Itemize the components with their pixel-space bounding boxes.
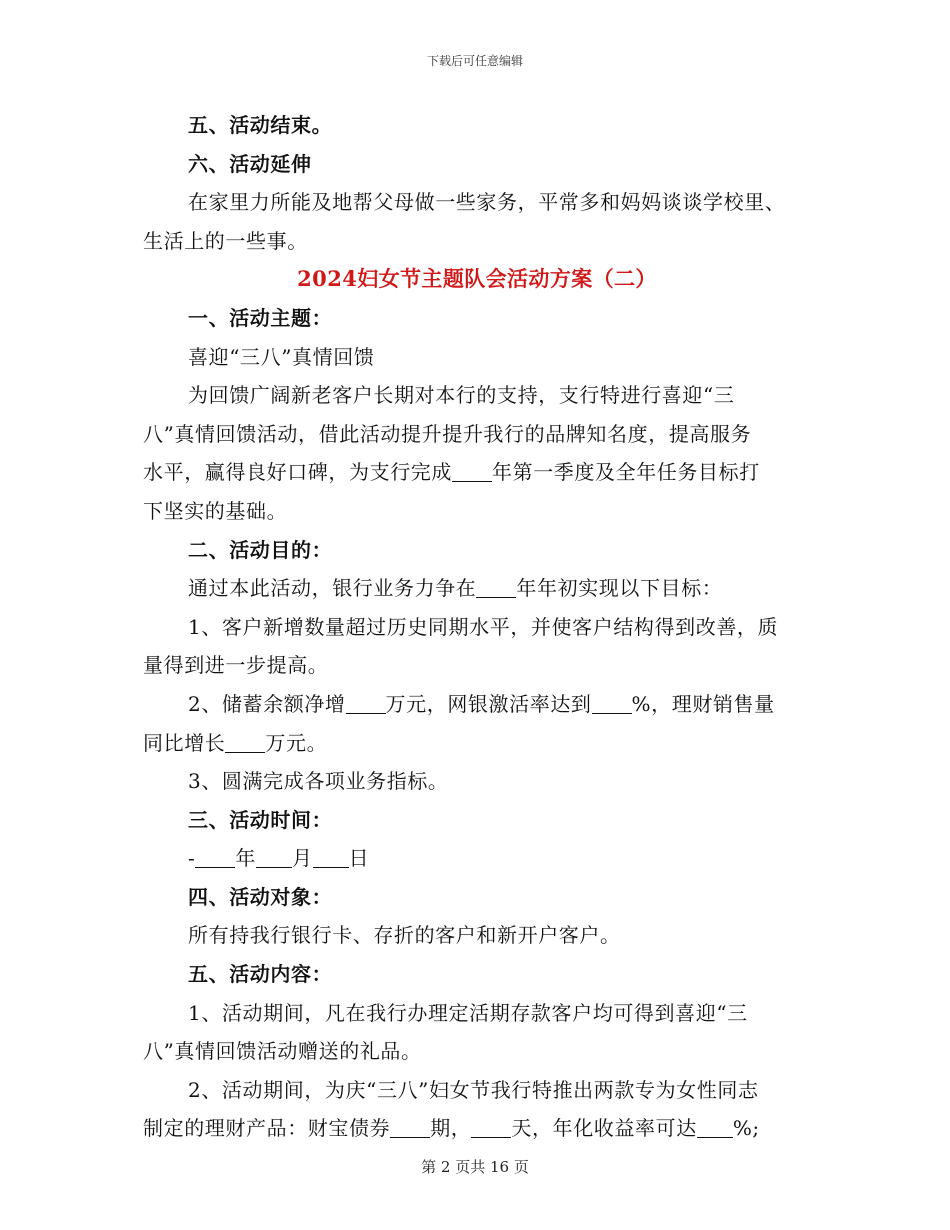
fill-blank xyxy=(452,461,492,482)
paragraph-line: 生活上的一些事。 xyxy=(143,228,308,253)
fill-blank xyxy=(346,693,386,714)
fill-blank xyxy=(471,1117,511,1138)
text-run: 制定的理财产品：财宝债券 xyxy=(143,1116,391,1141)
text-run: %; xyxy=(732,1116,760,1141)
section-heading: 五、活动结束。 xyxy=(188,113,333,137)
section-heading: 六、活动延伸 xyxy=(188,151,312,176)
text-run: 年年初实现以下目标： xyxy=(516,576,723,601)
text-run: 水平，赢得良好口碑，为支行完成 xyxy=(143,460,452,485)
paragraph-line xyxy=(143,569,811,608)
paragraph-line: 1、客户新增数量超过历史同期水平，并使客户结构得到改善，质 xyxy=(188,614,779,639)
paragraph-line xyxy=(143,453,811,492)
page-footer: 第 2 页共 16 页 xyxy=(421,1158,529,1176)
section-heading: 二、活动目的： xyxy=(188,537,333,562)
paragraph-line: 八”真情回馈活动赠送的礼品。 xyxy=(143,1039,422,1064)
text-run: 年第一季度及全年任务目标打 xyxy=(492,460,760,485)
text-run: 年 xyxy=(235,846,256,871)
text-run: 万元。 xyxy=(265,730,328,755)
text-run: 天，年化收益率可达 xyxy=(511,1116,697,1141)
text-run: - xyxy=(188,846,196,871)
paragraph-line: 为回馈广阔新老客户长期对本行的支持，支行特进行喜迎“三 xyxy=(188,383,735,408)
text-run: %，理财销售量 xyxy=(631,691,775,716)
paragraph-line: 1、活动期间，凡在我行办理定活期存款客户均可得到喜迎“三 xyxy=(188,1000,748,1025)
paragraph-line: 八”真情回馈活动，借此活动提升提升我行的品牌知名度，提高服务 xyxy=(143,421,752,446)
fill-blank xyxy=(592,693,632,714)
text-run: 日 xyxy=(348,846,370,871)
text-run: 万元，网银激活率达到 xyxy=(385,691,592,716)
paragraph-line xyxy=(143,724,811,763)
paragraph-line: 下坚实的基础。 xyxy=(143,498,288,523)
fill-blank xyxy=(390,1117,430,1138)
section-heading: 四、活动对象： xyxy=(188,884,333,909)
text-run: 同比增长 xyxy=(143,730,226,755)
paragraph-line: 量得到进一步提高。 xyxy=(143,653,329,678)
page-header: 下载后可任意编辑 xyxy=(426,54,523,68)
paragraph-line: 2、活动期间，为庆“三八”妇女节我行特推出两款专为女性同志 xyxy=(188,1077,759,1102)
paragraph-line xyxy=(143,839,811,878)
text-run: 通过本此活动，银行业务力争在 xyxy=(188,576,477,601)
fill-blank xyxy=(195,847,235,868)
text-run: 月 xyxy=(291,846,313,871)
fill-blank xyxy=(476,577,516,598)
fill-blank xyxy=(697,1117,733,1138)
paragraph-line: 喜迎“三八”真情回馈 xyxy=(188,344,375,369)
document-title: 2024妇女节主题队会活动方案（二） xyxy=(297,266,657,292)
fill-blank xyxy=(256,847,292,868)
document-body xyxy=(143,106,811,1148)
fill-blank xyxy=(225,732,265,753)
paragraph-line: 在家里力所能及地帮父母做一些家务，平常多和妈妈谈谈学校里、 xyxy=(188,190,786,215)
paragraph-line: 3、圆满完成各项业务指标。 xyxy=(188,769,449,794)
fill-blank xyxy=(313,847,349,868)
paragraph-line: 所有持我行银行卡、存折的客户和新开户客户。 xyxy=(188,923,621,948)
section-heading: 三、活动时间： xyxy=(188,807,333,832)
section-heading: 五、活动内容： xyxy=(188,962,333,987)
paragraph-line xyxy=(143,1109,811,1148)
text-run: 2、储蓄余额净增 xyxy=(188,691,346,716)
section-heading: 一、活动主题： xyxy=(188,305,333,330)
paragraph-line xyxy=(143,685,811,724)
text-run: 期， xyxy=(430,1116,472,1141)
